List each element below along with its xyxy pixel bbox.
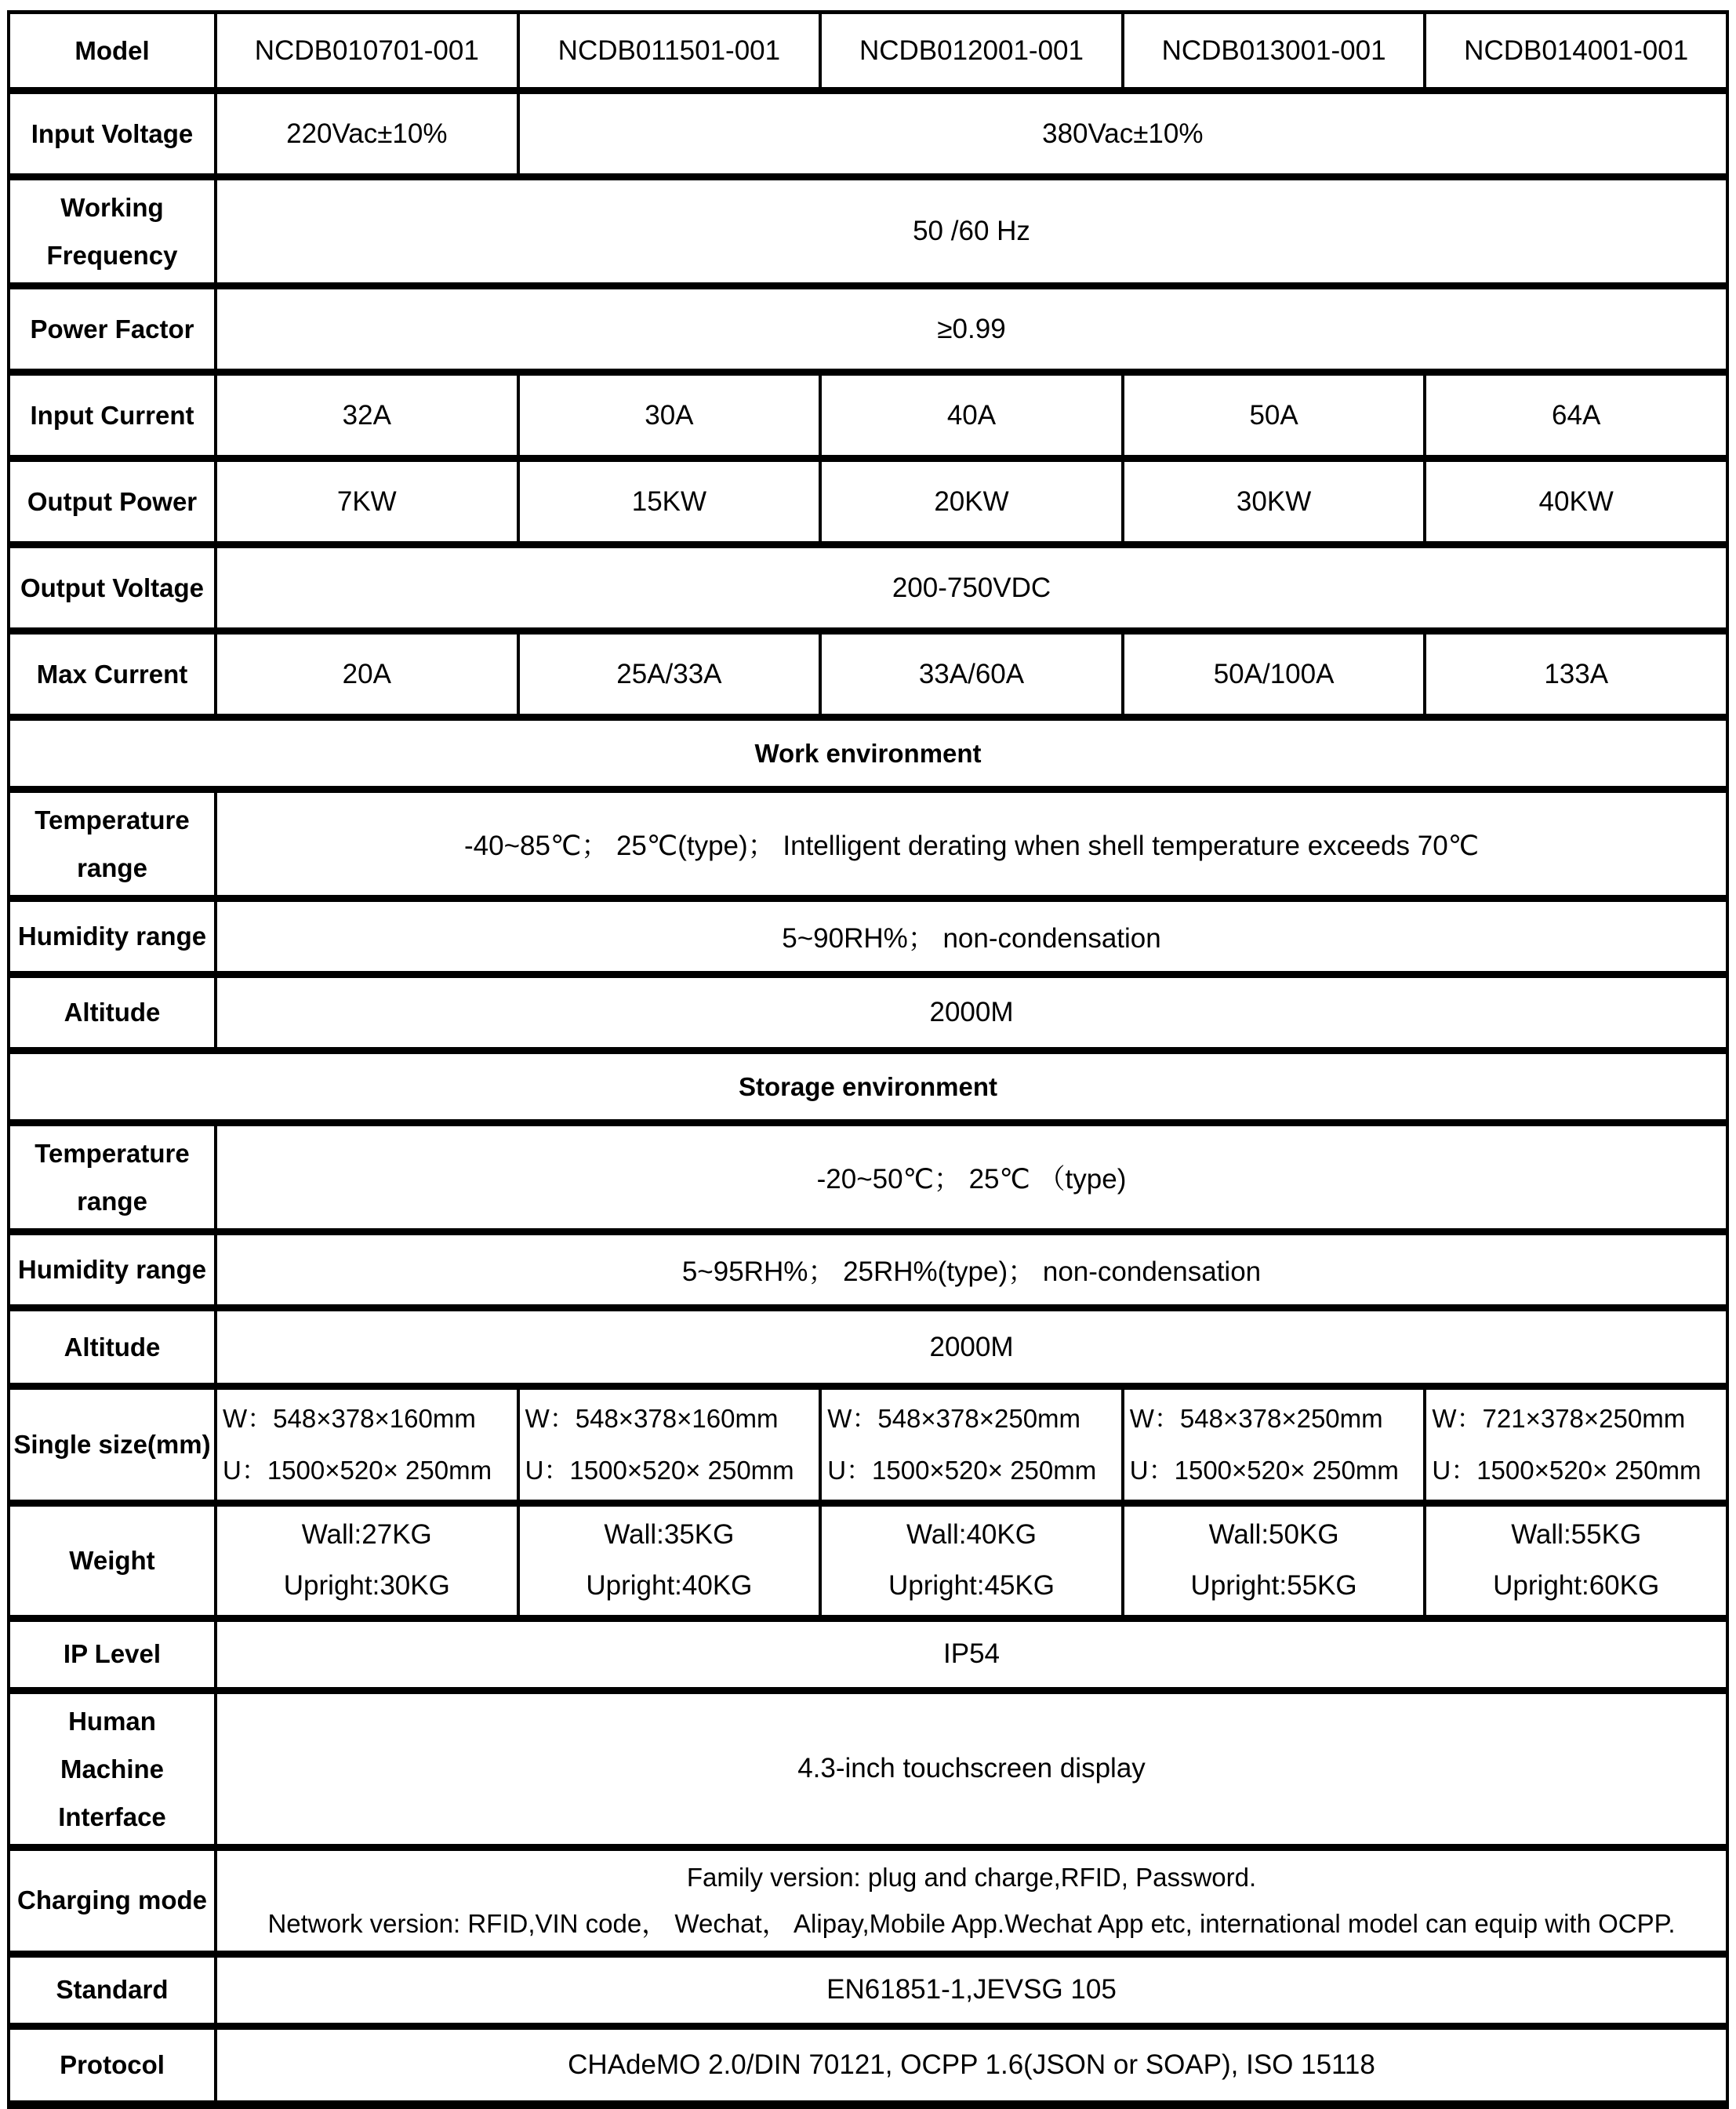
single-size-cell-2-line-0: W：548×378×160mm [525,1404,779,1434]
output-power-value-5: 40KW [1425,459,1727,545]
model-label: Model [9,13,216,91]
row-protocol [9,2026,1727,2104]
weight-cell-1-line-0: Wall:27KG [301,1519,432,1551]
protocol-value-1: CHAdeMO 2.0/DIN 70121, OCPP 1.6(JSON or SOAP), ISO 15118 [216,2026,1727,2104]
human-machine-interface-label [9,1690,216,1847]
row-standard [9,1954,1727,2026]
charging-mode-cell-1-line-1: Network version: RFID,VIN code， Wechat， Alipay,Mobile App.Wechat App etc, international model can equip with OCPP. [267,1909,1676,1939]
row-ip-level [9,1618,1727,1690]
weight-cell-1-line-1: Upright:30KG [283,1570,450,1602]
row-output-voltage [9,545,1727,631]
single-size-cell-2-line-1: U：1500×520× 250mm [525,1456,794,1485]
work-temperature-range-value-1: -40~85℃； 25℃(type)； Intelligent derating when shell temperature exceeds 70℃ [216,790,1727,899]
storage-altitude-value-1: 2000M [216,1308,1727,1387]
human-machine-interface-cell-0-line-1: Interface [58,1802,166,1831]
output-power-value-2: 15KW [518,459,821,545]
output-voltage-label: Output Voltage [9,545,216,631]
row-human-machine-interface [9,1690,1727,1847]
single-size-cell-1-line-0: W：548×378×160mm [223,1404,476,1434]
work-temperature-range-cell-0-line-1: range [77,853,147,883]
row-input-voltage [9,91,1727,177]
weight-value-5 [1425,1504,1727,1619]
single-size-cell-5-line-1: U：1500×520× 250mm [1432,1456,1701,1485]
row-input-current [9,373,1727,459]
row-model [9,13,1727,91]
max-current-value-3: 33A/60A [820,631,1123,718]
single-size-label: Single size(mm) [9,1387,216,1504]
single-size-value-5 [1425,1387,1727,1504]
row-work-altitude [9,975,1727,1051]
output-power-value-1: 7KW [216,459,518,545]
input-current-value-2: 30A [518,373,821,459]
input-current-label: Input Current [9,373,216,459]
model-value-3: NCDB012001-001 [820,13,1123,91]
model-value-4: NCDB013001-001 [1123,13,1425,91]
max-current-value-4: 50A/100A [1123,631,1425,718]
input-voltage-label: Input Voltage [9,91,216,177]
input-voltage-value-1: 220Vac±10% [216,91,518,177]
weight-cell-4-line-0: Wall:50KG [1208,1519,1339,1551]
weight-cell-3-line-1: Upright:45KG [888,1570,1055,1602]
output-power-label: Output Power [9,459,216,545]
single-size-cell-4-line-1: U：1500×520× 250mm [1129,1456,1399,1485]
max-current-value-1: 20A [216,631,518,718]
weight-cell-2-line-0: Wall:35KG [604,1519,735,1551]
standard-value-1: EN61851-1,JEVSG 105 [216,1954,1727,2026]
row-weight [9,1504,1727,1619]
weight-cell-5-line-1: Upright:60KG [1493,1570,1660,1602]
work-altitude-label: Altitude [9,975,216,1051]
row-single-size [9,1387,1727,1504]
weight-value-2 [518,1504,821,1619]
row-work-environment [9,718,1727,790]
ip-level-label: IP Level [9,1618,216,1690]
input-current-value-4: 50A [1123,373,1425,459]
row-storage-environment [9,1051,1727,1123]
working-frequency-value-1: 50 /60 Hz [216,177,1727,286]
work-environment-value-0: Work environment [9,718,1727,790]
weight-value-1 [216,1504,518,1619]
storage-altitude-label: Altitude [9,1308,216,1387]
row-storage-humidity-range [9,1232,1727,1308]
protocol-label: Protocol [9,2026,216,2104]
storage-environment-value-0: Storage environment [9,1051,1727,1123]
storage-temperature-range-cell-0-line-1: range [77,1187,147,1216]
model-value-2: NCDB011501-001 [518,13,821,91]
output-voltage-value-1: 200-750VDC [216,545,1727,631]
weight-value-4 [1123,1504,1425,1619]
row-storage-temperature-range [9,1123,1727,1232]
output-power-value-3: 20KW [820,459,1123,545]
charging-mode-cell-1-line-0: Family version: plug and charge,RFID, Password. [686,1862,1257,1892]
model-value-5: NCDB014001-001 [1425,13,1727,91]
single-size-value-2 [518,1387,821,1504]
weight-cell-3-line-0: Wall:40KG [906,1519,1037,1551]
human-machine-interface-value-1: 4.3-inch touchscreen display [216,1690,1727,1847]
row-max-current [9,631,1727,718]
storage-temperature-range-label [9,1123,216,1232]
work-humidity-range-value-1: 5~90RH%； non-condensation [216,899,1727,975]
row-power-factor [9,286,1727,373]
single-size-cell-3-line-0: W：548×378×250mm [827,1404,1081,1434]
weight-value-3 [820,1504,1123,1619]
input-voltage-value-2: 380Vac±10% [518,91,1727,177]
human-machine-interface-cell-0-line-0: Human Machine [60,1706,165,1784]
weight-label: Weight [9,1504,216,1619]
working-frequency-cell-0-line-0: Working [60,193,164,222]
max-current-value-2: 25A/33A [518,631,821,718]
row-work-humidity-range [9,899,1727,975]
single-size-value-1 [216,1387,518,1504]
power-factor-label: Power Factor [9,286,216,373]
standard-label: Standard [9,1954,216,2026]
row-charging-mode [9,1847,1727,1954]
storage-temperature-range-cell-0-line-0: Temperature [35,1139,190,1169]
single-size-cell-5-line-0: W：721×378×250mm [1432,1404,1686,1434]
power-factor-value-1: ≥0.99 [216,286,1727,373]
max-current-label: Max Current [9,631,216,718]
single-size-cell-4-line-0: W：548×378×250mm [1129,1404,1383,1434]
output-power-value-4: 30KW [1123,459,1425,545]
single-size-value-4 [1123,1387,1425,1504]
input-current-value-3: 40A [820,373,1123,459]
spec-table-body [9,13,1727,2105]
single-size-cell-1-line-1: U：1500×520× 250mm [223,1456,492,1485]
row-working-frequency [9,177,1727,286]
charging-mode-label: Charging mode [9,1847,216,1954]
row-storage-altitude [9,1308,1727,1387]
work-temperature-range-label [9,790,216,899]
weight-cell-5-line-0: Wall:55KG [1511,1519,1642,1551]
weight-cell-2-line-1: Upright:40KG [586,1570,753,1602]
ip-level-value-1: IP54 [216,1618,1727,1690]
model-value-1: NCDB010701-001 [216,13,518,91]
storage-humidity-range-value-1: 5~95RH%； 25RH%(type)； non-condensation [216,1232,1727,1308]
work-temperature-range-cell-0-line-0: Temperature [35,805,190,835]
work-humidity-range-label: Humidity range [9,899,216,975]
weight-cell-4-line-1: Upright:55KG [1190,1570,1357,1602]
input-current-value-5: 64A [1425,373,1727,459]
charging-mode-value-1 [216,1847,1727,1954]
row-output-power [9,459,1727,545]
single-size-value-3 [820,1387,1123,1504]
single-size-cell-3-line-1: U：1500×520× 250mm [827,1456,1097,1485]
spec-table [7,10,1729,2109]
input-current-value-1: 32A [216,373,518,459]
storage-temperature-range-value-1: -20~50℃； 25℃ （type) [216,1123,1727,1232]
working-frequency-label [9,177,216,286]
working-frequency-cell-0-line-1: Frequency [46,241,178,271]
storage-humidity-range-label: Humidity range [9,1232,216,1308]
work-altitude-value-1: 2000M [216,975,1727,1051]
max-current-value-5: 133A [1425,631,1727,718]
row-work-temperature-range [9,790,1727,899]
